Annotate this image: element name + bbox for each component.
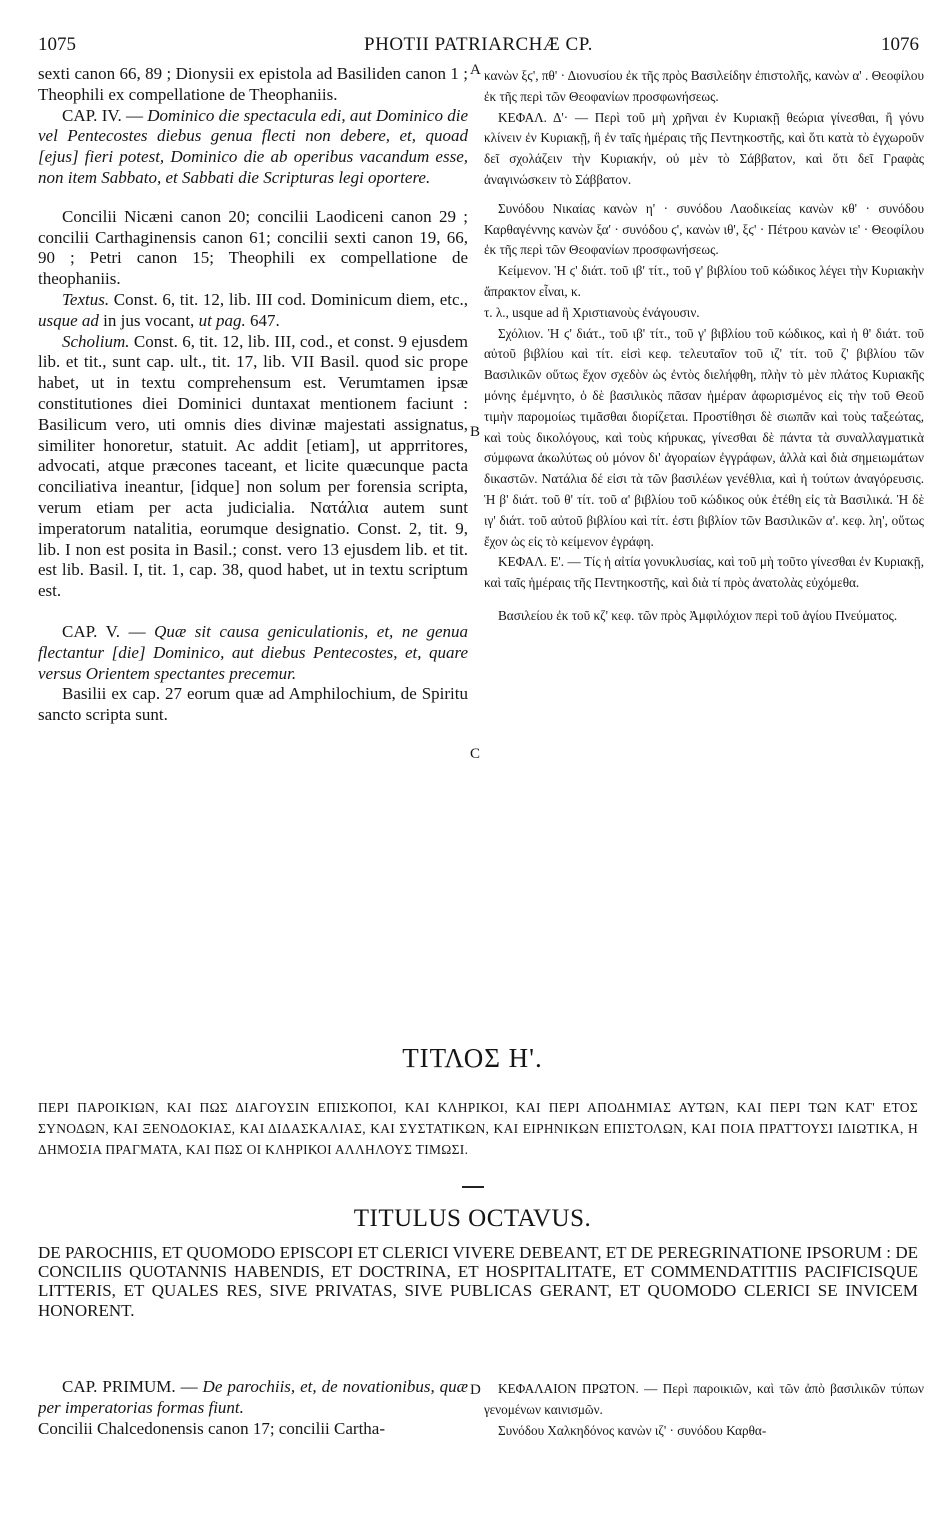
greek-keimenon-a: Κείμενον. Ἡ ϛ' διάτ. τοῦ ιβ' τίτ., τοῦ γ' βιβλίου τοῦ κώδικος λέγει τὴν Κυριακὴν ἄπρακτον εἶναι, κ.: [484, 263, 924, 299]
greek-chapter-5-heading: ΚΕΦΑΛ. Ε'. — Τίς ἡ αἰτία γονυκλυσίας, καὶ τοῦ μὴ τοῦτο γίνεσθαι ἐν Κυριακῇ, καὶ ταῖς ἡμέραις τῆς Πεντηκοστῆς, καὶ διὰ τί πρὸς ἀνατολὰς εὐχόμεθα.: [484, 554, 924, 591]
latin-paragraph-concilii: Concilii Nicæni canon 20; concilii Laodiceni canon 29 ; concilii Carthaginensis canon 61; concilii sexti canon 19, 66, 90 ; Petri canon 15; Theophili ex compellatione de theophaniis.: [38, 206, 468, 289]
margin-marker-d: D: [470, 1382, 481, 1398]
greek-title-subtitle: ΠΕΡΙ ΠΑΡΟΙΚΙΩΝ, ΚΑΙ ΠΩΣ ΔΙΑΓΟΥΣΙΝ ΕΠΙΣΚΟΠΟΙ, ΚΑΙ ΚΛΗΡΙΚΟΙ, ΚΑΙ ΠΕΡΙ ΑΠΟΔΗΜΙΑΣ ΑΥΤΩΝ, ΚΑΙ ΠΕΡΙ ΤΩΝ ΚΑΤ' ΕΤΟΣ ΣΥΝΟΔΩΝ, ΚΑΙ ΞΕΝΟΔΟΚΙΑΣ, ΚΑΙ ΔΙΔΑΣΚΑΛΙΑΣ, ΚΑΙ ΣΥΣΤΑΤΙΚΩΝ, ΚΑΙ ΕΙΡΗΝΙΚΩΝ ΕΠΙΣΤΟΛΩΝ, ΚΑΙ ΠΟΙΑ ΠΡΑΤΤΟΥΣΙ ΙΔΙΩΤΙΚΑ, Η ΔΗΜΟΣΙΑ ΠΡΑΓΜΑΤΑ, ΚΑΙ ΠΩΣ ΟΙ ΚΛΗΡΙΚΟΙ ΑΛΛΗΛΟΥΣ ΤΙΜΩΣΙ.: [38, 1100, 918, 1157]
latin-basilii: Basilii ex cap. 27 eorum quæ ad Amphilochium, de Spiritu sancto scripta sunt.: [38, 684, 468, 725]
margin-marker-a: A: [470, 62, 481, 78]
latin-textus-label: Textus.: [62, 289, 110, 309]
latin-chapter-5-heading: [38, 622, 468, 684]
latin-chapter-1-title: De parochiis, et, de novationibus, quæ per imperatorias formas fiunt.: [38, 1377, 468, 1417]
running-header: [38, 34, 919, 60]
running-title: PHOTII PATRIARCHÆ CP.: [364, 34, 593, 55]
greek-chapter-1-heading: ΚΕΦΑΛΑΙΟΝ ΠΡΩΤΟΝ. — Περὶ παροικιῶν, καὶ τῶν ἀπὸ βασιλικῶν τύπων γενομένων καινισμῶν.: [484, 1381, 924, 1417]
latin-scholium-text: Const. 6, tit. 12, lib. III, cod., et const. 9 ejusdem lib. et tit., sunt cap. ult., tit. 17, lib. VII Basil. quod sic prope habet, ut in textu comprehensum est. Verumtamen ipsæ constitutiones diei Dominici duntaxat mentionem faciunt : Basilicum vero, uti omnis dies divinæ majestati assignatus, similiter honoretur, statuit. Ac addit [etiam], ut apprritores, advocati, atque præcones taceant, et licite quæcunque pacta conciliativa ineantur, [idque] non solum per forensia scripta, verum etiam per acta judicialia. Νατάλια autem sunt imperatorum natalitia, eorumque designatio. Const. 2, tit. 9, lib. I non est posita in Basil.; const. vero 13 ejusdem lib. et tit. est lib. Basil. I, tit. 1, cap. 38, quod habet, ut in textu scriptum est.: [38, 331, 468, 601]
section-divider: [462, 1186, 484, 1188]
greek-keimenon-b: τ. λ., usque ad ἢ Χριστιανοὺς ἐνάγουσιν.: [484, 304, 700, 320]
greek-title-heading: ΤΙΤΛΟΣ Η'.: [402, 1043, 543, 1073]
greek-chapter-1-sources: Συνόδου Χαλκηδόνος κανὼν ιζ' · συνόδου Καρθα-: [498, 1422, 767, 1438]
latin-textus-d: ut pag.: [198, 310, 246, 330]
latin-scholium-label: Scholium.: [62, 331, 130, 351]
greek-paragraph-sources-1: κανὼν ξϛ', πθ' · Διονυσίου ἐκ τῆς πρὸς Βασιλείδην ἐπιστολῆς, κανὼν α' . Θεοφίλου ἐκ τῆς περὶ τῶν Θεοφανίων προσφωνήσεως.: [484, 68, 924, 104]
latin-textus: [38, 290, 468, 332]
margin-marker-c: C: [470, 746, 481, 762]
latin-column-top: [38, 64, 468, 999]
latin-column-bottom: [38, 1377, 468, 1457]
latin-title-heading: TITULUS OCTAVUS.: [353, 1205, 592, 1232]
latin-chapter-4-heading: [38, 106, 468, 189]
latin-chapter-5-title: Quæ sit causa geniculationis, et, ne genua flectantur [die] Dominico, aut diebus Pentecostes, et, quare versus Orientem spectantes precemur.: [38, 621, 468, 683]
latin-textus-b: usque ad: [38, 310, 99, 330]
latin-textus-e: 647.: [250, 310, 280, 330]
latin-chapter-1-label: CAP. PRIMUM. —: [62, 1377, 198, 1396]
margin-marker-b: B: [470, 424, 481, 440]
latin-chapter-4-label: CAP. IV. —: [62, 105, 143, 125]
page-number-left: 1075: [38, 34, 76, 55]
greek-column-bottom: [484, 1379, 924, 1459]
latin-chapter-5-label: CAP. V. —: [62, 621, 146, 641]
latin-chapter-1-heading: [38, 1377, 468, 1419]
greek-chapter-4-heading: ΚΕΦΑΛ. Δ'· — Περὶ τοῦ μὴ χρῆναι ἐν Κυριακῇ θεώρια γίνεσθαι, ἢ γόνυ κλίνειν ἐν Κυριακῇ, ἢ ἐν ταῖς ἡμέραις τῆς Πεντηκοστῆς, καὶ ὅτι κατὰ τὸ ἐγχωροῦν δεῖ σχολάζειν τὴν Κυριακήν, οὐ μὲν τὸ Σάββατον, καὶ ὅτι δεῖ Γραφὰς ἀναγινώσκειν τὸ Σάββατον.: [484, 109, 924, 187]
latin-chapter-4-title: Dominico die spectacula edi, aut Dominico die vel Pentecostes diebus genua flecti non debere, et, quoad [ejus] fieri potest, Dominico die ab operibus vacandum esse, non item Sabbato, et Sabbati die Scripturas legi oportere.: [38, 105, 468, 187]
latin-textus-a: Const. 6, tit. 12, lib. III cod. Dominicum diem, etc.,: [113, 289, 468, 309]
greek-scholion: Σχόλιον. Ἡ ϛ' διάτ., τοῦ ιβ' τίτ., τοῦ γ' βιβλίου τοῦ κώδικος, καὶ ἡ θ' διάτ. τοῦ αὐτοῦ βιβλίου καὶ τίτ. εἰσὶ κεφ. τελευταῖον τοῦ ιζ' τίτ. τοῦ ζ' βιβλίου τῶν Βασιλικῶν οὕτως ἔχον σχεδὸν ὡς ἐντὸς διελήφθη, πλὴν τὸ μὲν πλάτος Κυριακῆς μόνης ἐμέμνητο, ὁ δὲ βασιλικὸς πᾶσαν ἡμέραν ἀφωρισμένος εἰς τὴν τοῦ Θεοῦ τιμὴν παρομοίως τιμᾶσθαι διορίζεται. Προστίθησι δὲ σιωπᾶν καὶ τοὺς ταξεώτας, καὶ τοὺς δικολόγους, καὶ τοὺς κήρυκας, γίνεσθαι δὲ πάντα τὰ συναλλαγματικὰ σύμφωνα ἀκωλύτως οὐ μόνον δι' ἀγοραίων ἐγγράφων, ἀλλὰ καὶ διὰ σημειωμάτων δικαστῶν. Νατάλια δέ εἰσι τὰ τῶν βασιλέων γενέθλια, καὶ ἡ τούτων ἀναγόρευσις. Ἡ β' διάτ. τοῦ θ' τίτ. τοῦ α' βιβλίου τοῦ κώδικος οὐκ ἐτέθη εἰς τὰ Βασιλικά. Ἡ δὲ ιγ' διάτ. τοῦ αὐτοῦ βιβλίου καὶ τίτ. ἐστι βιβλίον τῶν Βασιλικῶν α'. κεφ. λη', οὕτως ἔχον ὡς εἰς τὸ κείμενον ἐγράφη.: [484, 325, 924, 549]
latin-scholium: [38, 332, 468, 602]
latin-paragraph-sources-1: sexti canon 66, 89 ; Dionysii ex epistola ad Basiliden canon 1 ; Theophili ex compellatione de Theophaniis.: [38, 64, 468, 104]
latin-chapter-1-sources: Concilii Chalcedonensis canon 17; concilii Cartha-: [38, 1418, 385, 1438]
latin-textus-c: in jus vocant,: [103, 310, 195, 330]
latin-title-subtitle: DE PAROCHIIS, ET QUOMODO EPISCOPI ET CLERICI VIVERE DEBEANT, ET DE PEREGRINATIONE IPSORUM : DE CONCILIIS QUOTANNIS HABENDIS, ET DOCTRINA, ET HOSPITALITATE, ET COMMENDATITIIS PACIFICISQUE LITTERIS, ET QUALES RES, SIVE PRIVATAS, SIVE PUBLICAS GERANT, ET QUOMODO CLERICI SE INVICEM HONORENT.: [38, 1243, 918, 1320]
greek-column-top: [484, 66, 924, 1001]
greek-basileiou: Βασιλείου ἐκ τοῦ κζ' κεφ. τῶν πρὸς Ἀμφιλόχιον περὶ τοῦ ἁγίου Πνεύματος.: [498, 607, 898, 623]
page-number-right: 1076: [881, 34, 919, 55]
greek-paragraph-synodou: Συνόδου Νικαίας κανὼν η' · συνόδου Λαοδικείας κανὼν κθ' · συνόδου Καρθαγέννης κανὼν ξα' · συνόδου ϛ', κανὼν ιθ', ξϛ' · Πέτρου κανὼν ιε' · Θεοφίλου ἐκ τῆς περὶ τῶν Θεοφανίων προσφωνήσεως.: [484, 200, 924, 258]
